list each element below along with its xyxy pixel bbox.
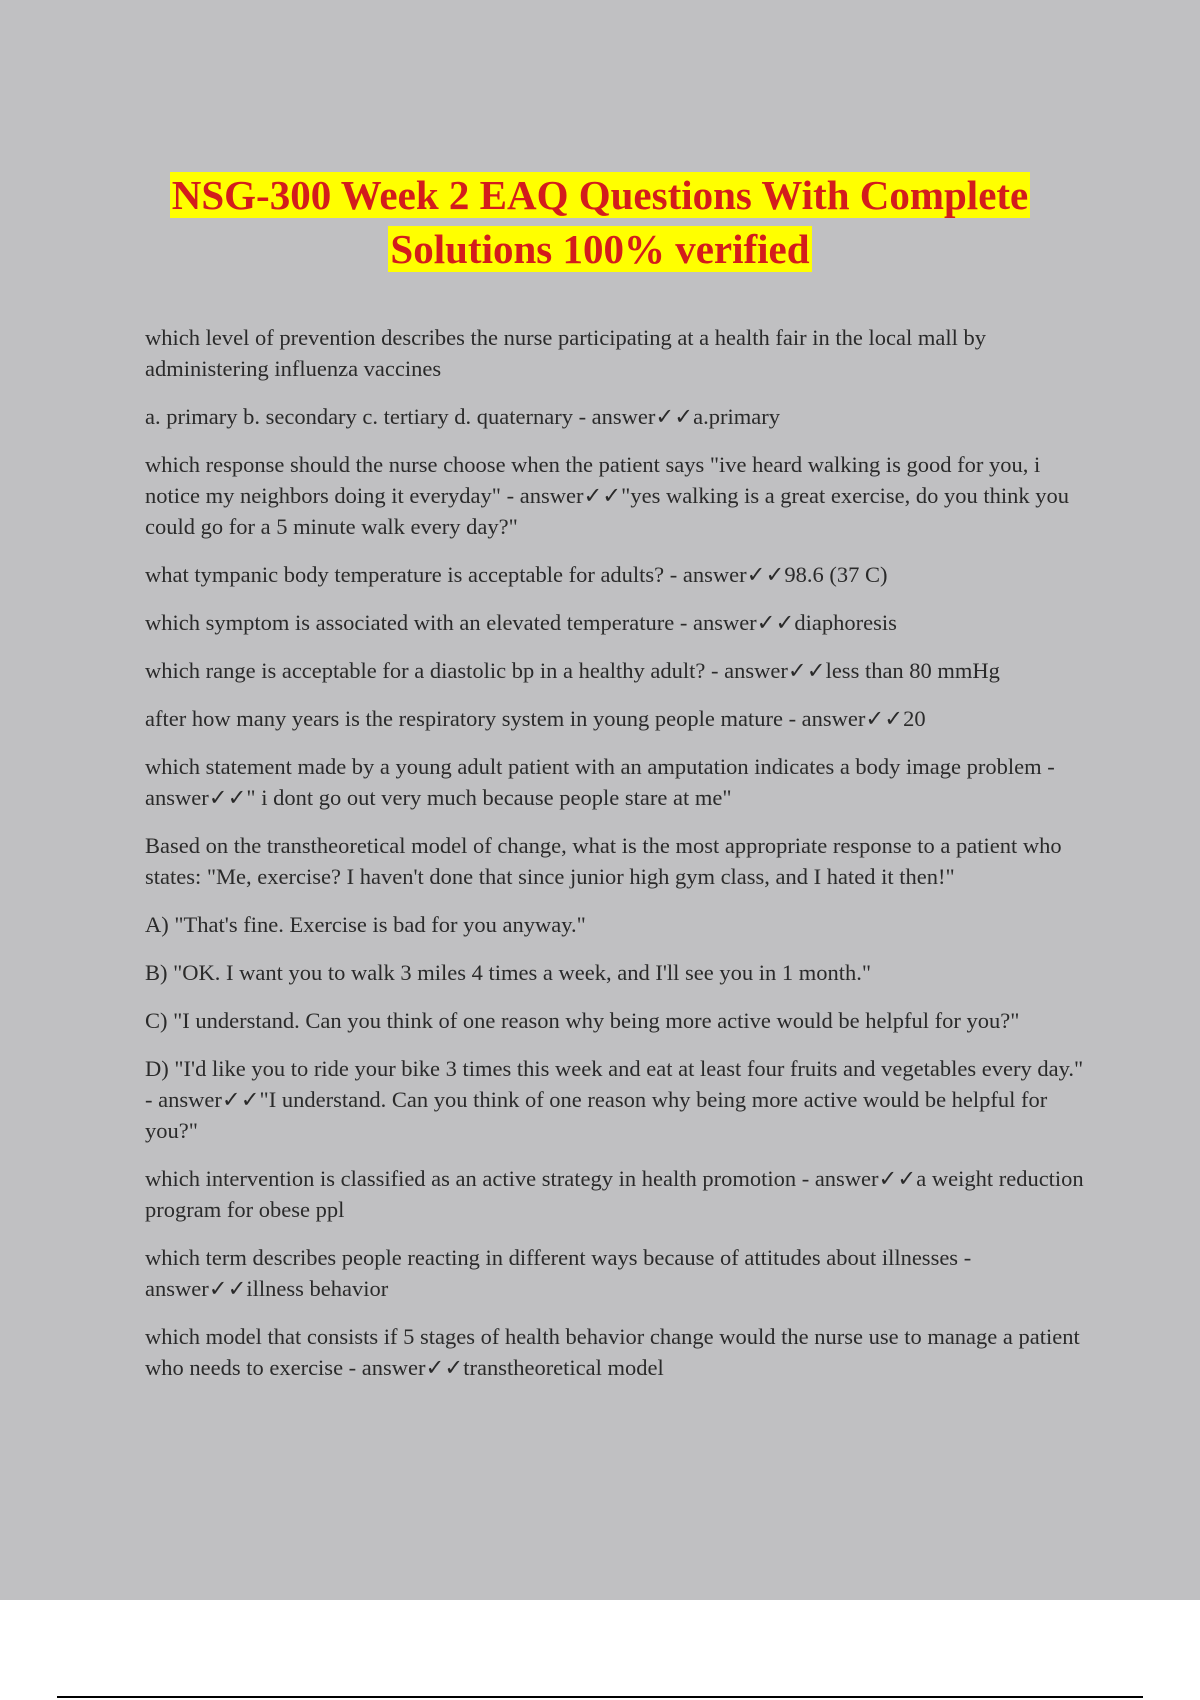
paragraph: which range is acceptable for a diastolic bp in a healthy adult? - answer✓✓less than 80 mmHg bbox=[145, 658, 1000, 683]
paragraph: after how many years is the respiratory system in young people mature - answer✓✓20 bbox=[145, 706, 926, 731]
paragraph: which response should the nurse choose when the patient says "ive heard walking is good for you, i notice my neighbors doing it everyday" - answer✓✓"yes walking is a great exercise, do you think you could go for a 5 minute walk every day?" bbox=[145, 452, 1069, 539]
paragraph: D) "I'd like you to ride your bike 3 times this week and eat at least four fruits and vegetables every day." - answer✓✓"I understand. Can you think of one reason why being more active would be helpful for you?" bbox=[145, 1056, 1084, 1143]
paragraph: which intervention is classified as an active strategy in health promotion - answer✓✓a weight reduction program for obese ppl bbox=[145, 1166, 1084, 1222]
paragraph: A) "That's fine. Exercise is bad for you anyway." bbox=[145, 912, 586, 937]
paragraph: a. primary b. secondary c. tertiary d. quaternary - answer✓✓a.primary bbox=[145, 404, 780, 429]
paragraph: which level of prevention describes the nurse participating at a health fair in the local mall by administering influenza vaccines bbox=[145, 325, 986, 381]
paragraph: B) "OK. I want you to walk 3 miles 4 times a week, and I'll see you in 1 month." bbox=[145, 960, 872, 985]
document-title bbox=[100, 168, 1100, 276]
paragraph: C) "I understand. Can you think of one reason why being more active would be helpful for you?" bbox=[145, 1008, 1020, 1033]
title-line-1: NSG-300 Week 2 EAQ Questions With Complete bbox=[171, 172, 1029, 218]
paragraph: Based on the transtheoretical model of change, what is the most appropriate response to a patient who states: "Me, exercise? I haven't done that since junior high gym class, and I hated it then!" bbox=[145, 833, 1062, 889]
paragraph: which statement made by a young adult patient with an amputation indicates a body image problem - answer✓✓" i dont go out very much because people stare at me" bbox=[145, 754, 1055, 810]
footer-divider bbox=[57, 1696, 1143, 1698]
paragraph: which term describes people reacting in different ways because of attitudes about illnesses - answer✓✓illness behavior bbox=[145, 1245, 972, 1301]
title-line-2: Solutions 100% verified bbox=[390, 226, 810, 272]
document-body bbox=[145, 322, 1095, 1400]
paragraph: what tympanic body temperature is acceptable for adults? - answer✓✓98.6 (37 C) bbox=[145, 562, 888, 587]
paragraph: which symptom is associated with an elevated temperature - answer✓✓diaphoresis bbox=[145, 610, 897, 635]
paragraph: which model that consists if 5 stages of health behavior change would the nurse use to manage a patient who needs to exercise - answer✓✓transtheoretical model bbox=[145, 1324, 1080, 1380]
page-footer-area bbox=[0, 1600, 1200, 1700]
